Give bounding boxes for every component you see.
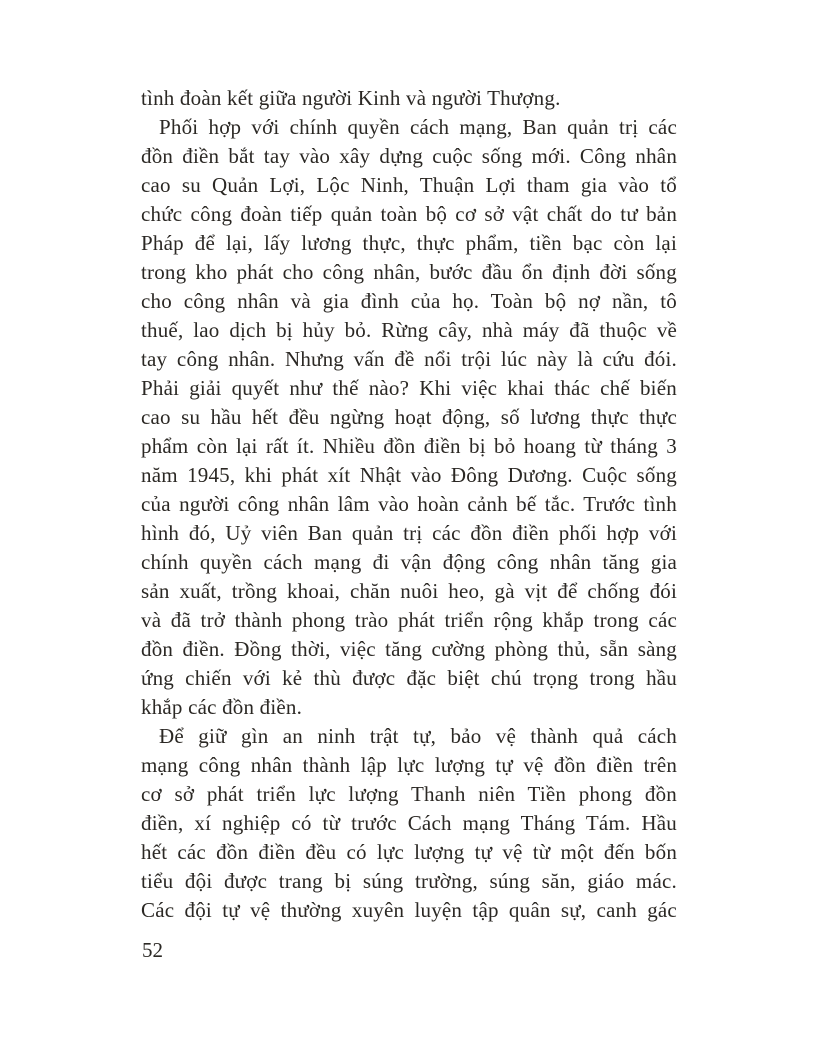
- text-line: [141, 490, 677, 519]
- text-line: [141, 606, 677, 635]
- text-line: [141, 896, 677, 925]
- text-line: [141, 693, 677, 722]
- body-text: [141, 84, 677, 925]
- text-line-content: đồn điền bắt tay vào xây dựng cuộc sống mới. Công nhân: [141, 144, 678, 168]
- text-line: [141, 751, 677, 780]
- text-line-content: trong kho phát cho công nhân, bước đầu ổn định đời sống: [141, 260, 677, 284]
- text-line: [141, 461, 677, 490]
- text-line: [141, 287, 677, 316]
- text-line: [141, 113, 677, 142]
- text-line: [141, 200, 677, 229]
- text-line-content: Phối hợp với chính quyền cách mạng, Ban quản trị các: [159, 115, 677, 139]
- text-line-content: Để giữ gìn an ninh trật tự, bảo vệ thành quả cách: [159, 724, 678, 748]
- text-line: [141, 316, 677, 345]
- text-line-content: tình đoàn kết giữa người Kinh và người Thượng.: [141, 86, 561, 110]
- text-line: [141, 84, 677, 113]
- text-line: [141, 519, 677, 548]
- text-line-content: cao su hầu hết đều ngừng hoạt động, số lương thực thực: [141, 405, 677, 429]
- text-line: [141, 258, 677, 287]
- page-number: 52: [142, 938, 163, 962]
- text-line: [141, 838, 677, 867]
- text-line-content: Các đội tự vệ thường xuyên luyện tập quân sự, canh gác: [141, 898, 677, 922]
- text-line-content: năm 1945, khi phát xít Nhật vào Đông Dương. Cuộc sống: [141, 463, 677, 487]
- text-line-content: điền, xí nghiệp có từ trước Cách mạng Tháng Tám. Hầu: [141, 811, 677, 835]
- text-line-content: của người công nhân lâm vào hoàn cảnh bế tắc. Trước tình: [141, 492, 677, 516]
- text-line-content: hình đó, Uỷ viên Ban quản trị các đồn điền phối hợp với: [141, 521, 677, 545]
- text-line: [141, 780, 677, 809]
- text-line-content: sản xuất, trồng khoai, chăn nuôi heo, gà vịt để chống đói: [141, 579, 678, 603]
- text-line: [141, 722, 677, 751]
- text-line-content: Pháp để lại, lấy lương thực, thực phẩm, tiền bạc còn lại: [141, 231, 677, 255]
- text-line-content: tay công nhân. Nhưng vấn đề nổi trội lúc này là cứu đói.: [141, 347, 677, 371]
- text-line: [141, 403, 677, 432]
- text-line-content: thuế, lao dịch bị hủy bỏ. Rừng cây, nhà máy đã thuộc về: [141, 318, 678, 342]
- text-line: [141, 432, 677, 461]
- text-line-content: Phải giải quyết như thế nào? Khi việc khai thác chế biến: [141, 376, 677, 400]
- text-line: [141, 664, 677, 693]
- text-line-content: tiểu đội được trang bị súng trường, súng săn, giáo mác.: [141, 869, 677, 893]
- text-line: [141, 809, 677, 838]
- text-line-content: đồn điền. Đồng thời, việc tăng cường phòng thủ, sẵn sàng: [141, 637, 678, 661]
- text-line-content: chính quyền cách mạng đi vận động công nhân tăng gia: [141, 550, 678, 574]
- text-line-content: ứng chiến với kẻ thù được đặc biệt chú trọng trong hầu: [141, 666, 677, 690]
- text-line: [141, 635, 677, 664]
- text-line: [141, 548, 677, 577]
- text-line: [141, 229, 677, 258]
- text-line: [141, 142, 677, 171]
- text-line: [141, 171, 677, 200]
- text-line-content: cơ sở phát triển lực lượng Thanh niên Tiền phong đồn: [141, 782, 677, 806]
- text-line: [141, 374, 677, 403]
- text-line-content: mạng công nhân thành lập lực lượng tự vệ đồn điền trên: [141, 753, 678, 777]
- text-line: [141, 345, 677, 374]
- text-line-content: khắp các đồn điền.: [141, 695, 303, 719]
- text-line-content: cho công nhân và gia đình của họ. Toàn bộ nợ nần, tô: [141, 289, 677, 313]
- text-line-content: chức công đoàn tiếp quản toàn bộ cơ sở vật chất do tư bản: [141, 202, 678, 226]
- text-line-content: và đã trở thành phong trào phát triển rộng khắp trong các: [141, 608, 677, 632]
- text-line: [141, 577, 677, 606]
- text-line-content: cao su Quản Lợi, Lộc Ninh, Thuận Lợi tham gia vào tổ: [141, 173, 677, 197]
- text-line: [141, 867, 677, 896]
- text-line-content: phẩm còn lại rất ít. Nhiều đồn điền bị bỏ hoang từ tháng 3: [141, 434, 677, 458]
- text-line-content: hết các đồn điền đều có lực lượng tự vệ từ một đến bốn: [141, 840, 678, 864]
